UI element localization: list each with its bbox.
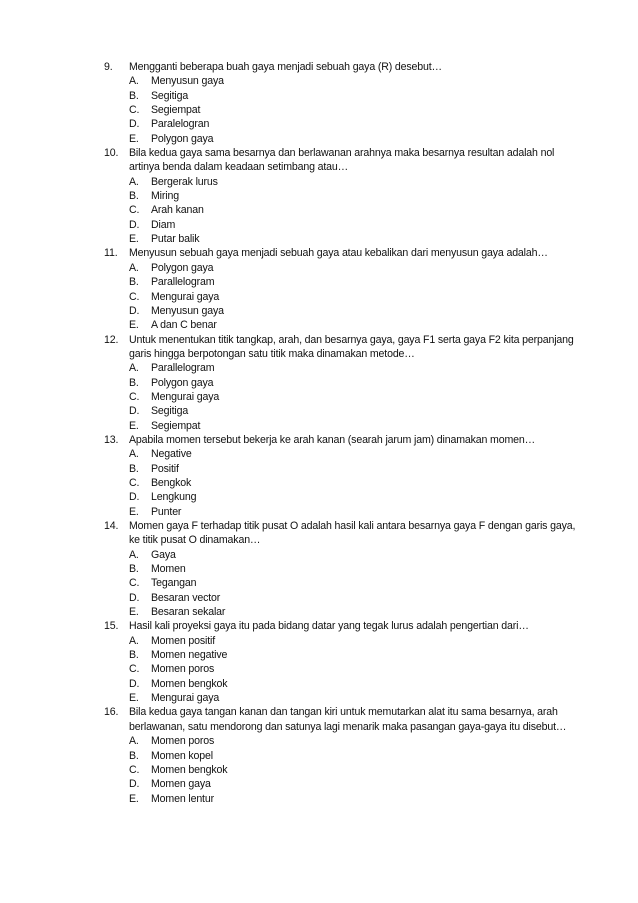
option-label: E. [129, 606, 139, 619]
question-number: 11. [104, 247, 118, 260]
option-text: Momen bengkok [151, 763, 228, 776]
option-label: B. [129, 276, 139, 289]
answer-option [129, 476, 584, 490]
question-text: Untuk menentukan titik tangkap, arah, dan besarnya gaya, gaya F1 serta gaya F2 kita perpanjang garis hingga berpotongan satu titik maka dinamakan metode… [129, 333, 574, 360]
option-label: D. [129, 491, 140, 504]
option-text: Punter [151, 505, 182, 518]
answer-option [129, 648, 584, 662]
answer-option [129, 462, 584, 476]
answer-option [129, 777, 584, 791]
question-number: 12. [104, 333, 119, 346]
option-label: C. [129, 663, 140, 676]
answer-option [129, 376, 584, 390]
option-label: C. [129, 204, 140, 217]
option-text: A dan C benar [151, 319, 217, 332]
option-label: C. [129, 763, 140, 776]
answer-option [129, 261, 584, 275]
option-text: Parallelogram [151, 362, 215, 375]
answer-option [129, 89, 584, 103]
question-body [129, 60, 584, 146]
answer-option [129, 290, 584, 304]
answer-option [129, 189, 584, 203]
question-list [104, 60, 584, 806]
question-10 [104, 146, 584, 246]
answer-option [129, 419, 584, 433]
option-label: A. [129, 362, 139, 375]
option-text: Arah kanan [151, 204, 204, 217]
option-label: A. [129, 735, 139, 748]
option-text: Lengkung [151, 491, 197, 504]
question-16 [104, 705, 584, 805]
option-text: Segiempat [151, 104, 201, 117]
answer-option [129, 275, 584, 289]
option-text: Momen poros [151, 663, 215, 676]
question-body [129, 246, 584, 332]
option-text: Segitiga [151, 405, 189, 418]
question-body [129, 519, 584, 619]
answer-option [129, 390, 584, 404]
question-body [129, 146, 584, 246]
question-number: 15. [104, 620, 119, 633]
option-label: E. [129, 419, 139, 432]
option-text: Negative [151, 448, 192, 461]
option-label: D. [129, 218, 140, 231]
option-label: A. [129, 448, 139, 461]
option-label: C. [129, 577, 140, 590]
option-label: C. [129, 476, 140, 489]
question-number: 13. [104, 433, 119, 446]
question-text: Momen gaya F terhadap titik pusat O adalah hasil kali antara besarnya gaya F dengan garis gaya, ke titik pusat O dinamakan… [129, 520, 576, 547]
answer-option [129, 763, 584, 777]
option-label: D. [129, 778, 140, 791]
option-label: D. [129, 405, 140, 418]
option-label: B. [129, 89, 139, 102]
option-text: Segitiga [151, 89, 189, 102]
option-label: E. [129, 132, 139, 145]
answer-option [129, 74, 584, 88]
option-text: Tegangan [151, 577, 197, 590]
answer-option [129, 634, 584, 648]
question-number: 16. [104, 706, 119, 719]
option-label: B. [129, 563, 139, 576]
option-label: B. [129, 376, 139, 389]
option-text: Bengkok [151, 476, 192, 489]
answer-option [129, 232, 584, 246]
option-label: B. [129, 649, 139, 662]
option-text: Besaran sekalar [151, 606, 226, 619]
option-text: Momen positif [151, 634, 215, 647]
question-body [129, 619, 584, 705]
option-text: Bergerak lurus [151, 175, 218, 188]
answer-option [129, 677, 584, 691]
question-number: 10. [104, 147, 119, 160]
question-11 [104, 246, 584, 332]
answer-option [129, 734, 584, 748]
option-label: E. [129, 505, 139, 518]
option-label: A. [129, 175, 139, 188]
question-15 [104, 619, 584, 705]
option-text: Paralelogran [151, 118, 210, 131]
question-12 [104, 333, 584, 433]
option-text: Menyusun gaya [151, 75, 224, 88]
question-text: Mengganti beberapa buah gaya menjadi sebuah gaya (R) desebut… [129, 61, 443, 73]
option-text: Momen gaya [151, 778, 211, 791]
option-text: Menyusun gaya [151, 304, 224, 317]
answer-option [129, 103, 584, 117]
answer-option [129, 562, 584, 576]
answer-option [129, 505, 584, 519]
option-text: Mengurai gaya [151, 290, 220, 303]
question-text: Apabila momen tersebut bekerja ke arah kanan (searah jarum jam) dinamakan momen… [129, 433, 536, 446]
answer-option [129, 591, 584, 605]
option-label: C. [129, 290, 140, 303]
option-text: Momen kopel [151, 749, 213, 762]
option-label: B. [129, 462, 139, 475]
option-text: Momen negative [151, 649, 228, 662]
option-label: D. [129, 118, 140, 131]
question-text: Bila kedua gaya sama besarnya dan berlawanan arahnya maka besarnya resultan adalah nol artinya benda dalam keadaan setimbang atau… [129, 147, 555, 174]
answer-option [129, 218, 584, 232]
answer-option [129, 662, 584, 676]
option-text: Momen lentur [151, 792, 214, 805]
option-text: Diam [151, 218, 176, 231]
option-text: Putar balik [151, 233, 200, 246]
option-text: Parallelogram [151, 276, 215, 289]
question-body [129, 705, 584, 805]
answer-option [129, 132, 584, 146]
option-label: D. [129, 591, 140, 604]
option-label: A. [129, 548, 139, 561]
answer-option [129, 576, 584, 590]
answer-option [129, 548, 584, 562]
answer-option [129, 749, 584, 763]
question-9 [104, 60, 584, 146]
option-text: Polygon gaya [151, 132, 214, 145]
answer-option [129, 361, 584, 375]
option-label: E. [129, 319, 139, 332]
option-label: E. [129, 233, 139, 246]
answer-option [129, 304, 584, 318]
option-text: Polygon gaya [151, 261, 214, 274]
option-label: E. [129, 792, 139, 805]
option-text: Momen poros [151, 735, 215, 748]
question-text: Menyusun sebuah gaya menjadi sebuah gaya atau kebalikan dari menyusun gaya adalah… [129, 247, 548, 260]
answer-option [129, 691, 584, 705]
question-text: Bila kedua gaya tangan kanan dan tangan kiri untuk memutarkan alat itu sama besarnya, arah berlawanan, satu mendorong dan satunya lagi menarik maka pasangan gaya-gaya itu disebut… [129, 706, 567, 733]
answer-option [129, 605, 584, 619]
question-body [129, 433, 584, 519]
option-label: C. [129, 104, 140, 117]
answer-option [129, 117, 584, 131]
answer-option [129, 792, 584, 806]
answer-option [129, 447, 584, 461]
answer-option [129, 490, 584, 504]
option-label: C. [129, 390, 140, 403]
question-14 [104, 519, 584, 619]
question-number: 14. [104, 520, 119, 532]
question-13 [104, 433, 584, 519]
option-text: Momen [151, 563, 186, 576]
answer-option [129, 404, 584, 418]
option-text: Segiempat [151, 419, 201, 432]
option-text: Miring [151, 190, 179, 203]
option-label: D. [129, 677, 140, 690]
question-number: 9. [104, 61, 113, 73]
option-text: Gaya [151, 548, 176, 561]
option-label: B. [129, 190, 139, 203]
option-label: A. [129, 261, 139, 274]
option-label: A. [129, 75, 139, 88]
option-text: Mengurai gaya [151, 390, 220, 403]
option-text: Polygon gaya [151, 376, 214, 389]
answer-option [129, 318, 584, 332]
question-text: Hasil kali proyeksi gaya itu pada bidang datar yang tegak lurus adalah pengertian dari… [129, 620, 529, 633]
option-label: B. [129, 749, 139, 762]
option-text: Mengurai gaya [151, 692, 220, 705]
option-text: Momen bengkok [151, 677, 228, 690]
option-label: A. [129, 634, 139, 647]
option-label: D. [129, 304, 140, 317]
option-label: E. [129, 692, 139, 705]
option-text: Positif [151, 462, 179, 475]
option-text: Besaran vector [151, 591, 221, 604]
answer-option [129, 203, 584, 217]
answer-option [129, 175, 584, 189]
question-body [129, 333, 584, 433]
